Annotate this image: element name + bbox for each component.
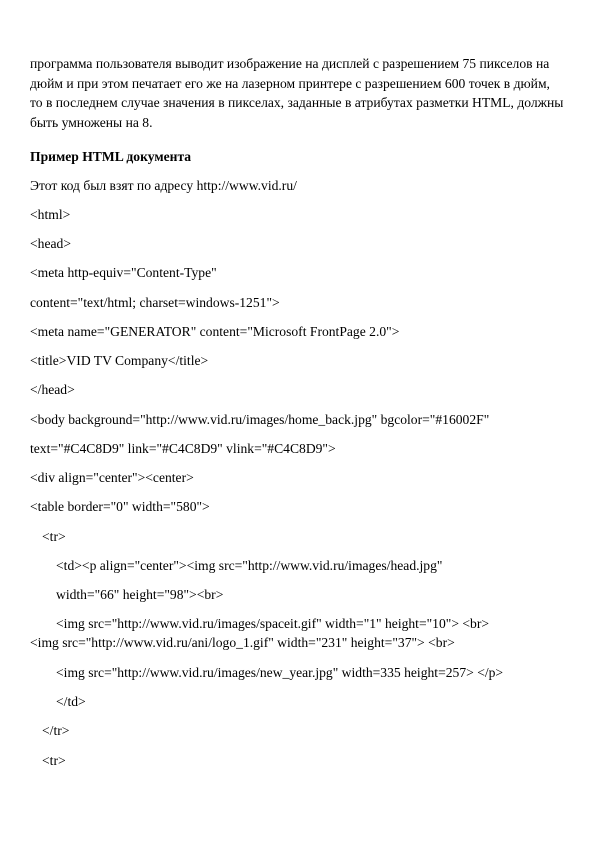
code-line: <title>VID TV Company</title> — [30, 353, 209, 368]
section-heading: Пример HTML документа — [30, 149, 192, 164]
code-line: <meta name="GENERATOR" content="Microsoft FrontPage 2.0"> — [30, 324, 400, 339]
intro-line: быть умножены на 8. — [30, 114, 153, 130]
code-line: text="#C4C8D9" link="#C4C8D9" vlink="#C4C8D9"> — [30, 441, 336, 456]
code-line: content="text/html; charset=windows-1251"> — [30, 295, 280, 310]
code-line: width="66" height="98"><br> — [56, 587, 224, 602]
intro-line: дюйм и при этом печатает его же на лазерном принтере с разрешением 600 точек в дюйм, — [30, 75, 550, 91]
code-line: <body background="http://www.vid.ru/images/home_back.jpg" bgcolor="#16002F" — [30, 412, 490, 427]
code-line: </tr> — [42, 723, 70, 738]
code-line: <img src="http://www.vid.ru/images/spaceit.gif" width="1" height="10"> <br> — [56, 616, 490, 631]
code-line: </td> — [56, 694, 86, 709]
code-line: <meta http-equiv="Content-Type" — [30, 265, 217, 280]
intro-line: то в последнем случае значения в пикселах, заданные в атрибутах разметки HTML, должны — [30, 95, 564, 110]
code-line: <img src="http://www.vid.ru/ani/logo_1.gif" width="231" height="37"> <br> — [30, 635, 455, 650]
code-line: <table border="0" width="580"> — [30, 499, 210, 514]
code-line: <tr> — [42, 529, 66, 544]
code-line: <div align="center"><center> — [30, 470, 194, 485]
code-line: </head> — [30, 382, 75, 397]
intro-paragraph — [30, 54, 575, 132]
source-note: Этот код был взят по адресу http://www.vid.ru/ — [30, 178, 297, 193]
code-line: <tr> — [42, 753, 66, 768]
code-line: <html> — [30, 207, 71, 222]
code-line: <img src="http://www.vid.ru/images/new_year.jpg" width=335 height=257> </p> — [56, 665, 504, 680]
code-line: <head> — [30, 236, 71, 251]
intro-line: программа пользователя выводит изображение на дисплей с разрешением 75 пикселов на — [30, 56, 550, 71]
code-line: <td><p align="center"><img src="http://www.vid.ru/images/head.jpg" — [56, 558, 443, 573]
